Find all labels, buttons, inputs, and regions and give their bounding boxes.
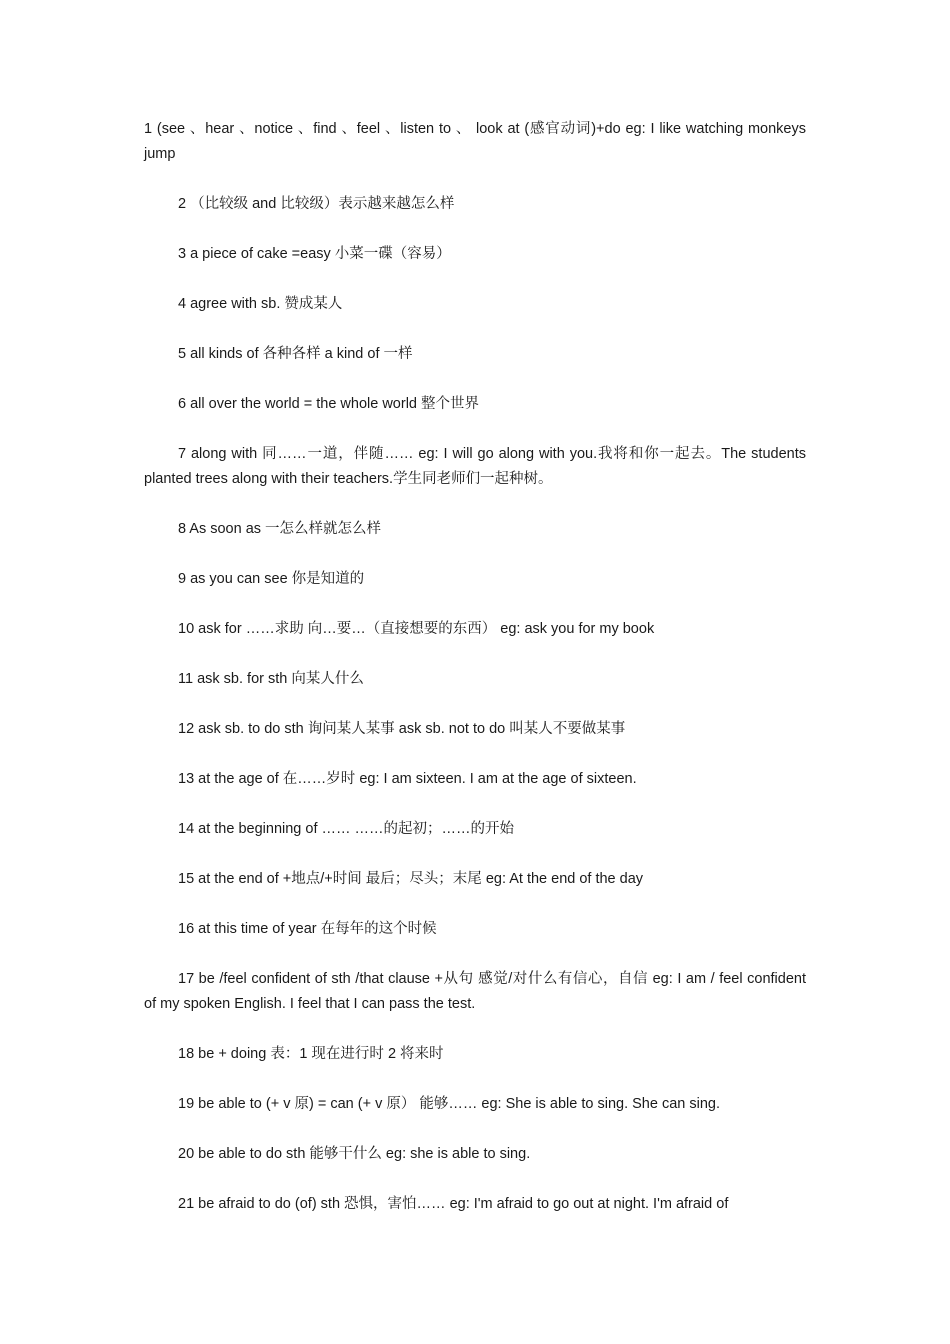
phrase-entry-2: 2 （比较级 and 比较级）表示越来越怎么样 <box>178 196 455 212</box>
phrase-entry-19: 19 be able to (+ v 原) = can (+ v 原） 能够…… eg: She is able to sing. She can sing. <box>178 1096 721 1112</box>
phrase-entry-17: 17 be /feel confident of sth /that clause +从句 感觉/对什么有信心，自信 eg: I am / feel confident of my spoken English. I feel that I can pass the test. <box>144 971 806 1012</box>
phrase-entry-10: 10 ask for ……求助 向…要…（直接想要的东西） eg: ask you for my book <box>178 621 655 637</box>
phrase-entry-6: 6 all over the world = the whole world 整个世界 <box>178 396 480 412</box>
phrase-entry-16: 16 at this time of year 在每年的这个时候 <box>178 921 437 937</box>
phrase-entry-9: 9 as you can see 你是知道的 <box>178 571 365 587</box>
phrase-entry-8: 8 As soon as 一怎么样就怎么样 <box>178 521 382 537</box>
phrase-entry-14: 14 at the beginning of …… ……的起初；……的开始 <box>178 821 515 837</box>
phrase-entry-7: 7 along with 同……一道，伴随…… eg: I will go along with you.我将和你一起去。The students planted trees along with their teachers.学生同老师们一起种树。 <box>144 446 806 487</box>
phrase-entry-3: 3 a piece of cake =easy 小菜一碟（容易） <box>178 246 451 262</box>
phrase-entry-4: 4 agree with sb. 赞成某人 <box>178 296 343 312</box>
phrase-list <box>144 117 806 1242</box>
phrase-entry-21: 21 be afraid to do (of) sth 恐惧，害怕…… eg: I'm afraid to go out at night. I'm afraid of <box>178 1196 729 1212</box>
phrase-entry-18: 18 be + doing 表：1 现在进行时 2 将来时 <box>178 1046 444 1062</box>
phrase-entry-15: 15 at the end of +地点/+时间 最后；尽头；末尾 eg: At the end of the day <box>178 871 644 887</box>
phrase-entry-5: 5 all kinds of 各种各样 a kind of 一样 <box>178 346 413 362</box>
phrase-entry-20: 20 be able to do sth 能够干什么 eg: she is able to sing. <box>178 1146 531 1162</box>
phrase-entry-13: 13 at the age of 在……岁时 eg: I am sixteen. I am at the age of sixteen. <box>178 771 637 787</box>
phrase-entry-1: 1 (see 、hear 、notice 、find 、feel 、listen to 、 look at (感官动词)+do eg: I like watching monkeys jump <box>144 121 806 162</box>
phrase-entry-12: 12 ask sb. to do sth 询问某人某事 ask sb. not to do 叫某人不要做某事 <box>178 721 626 737</box>
phrase-entry-11: 11 ask sb. for sth 向某人什么 <box>178 671 364 687</box>
